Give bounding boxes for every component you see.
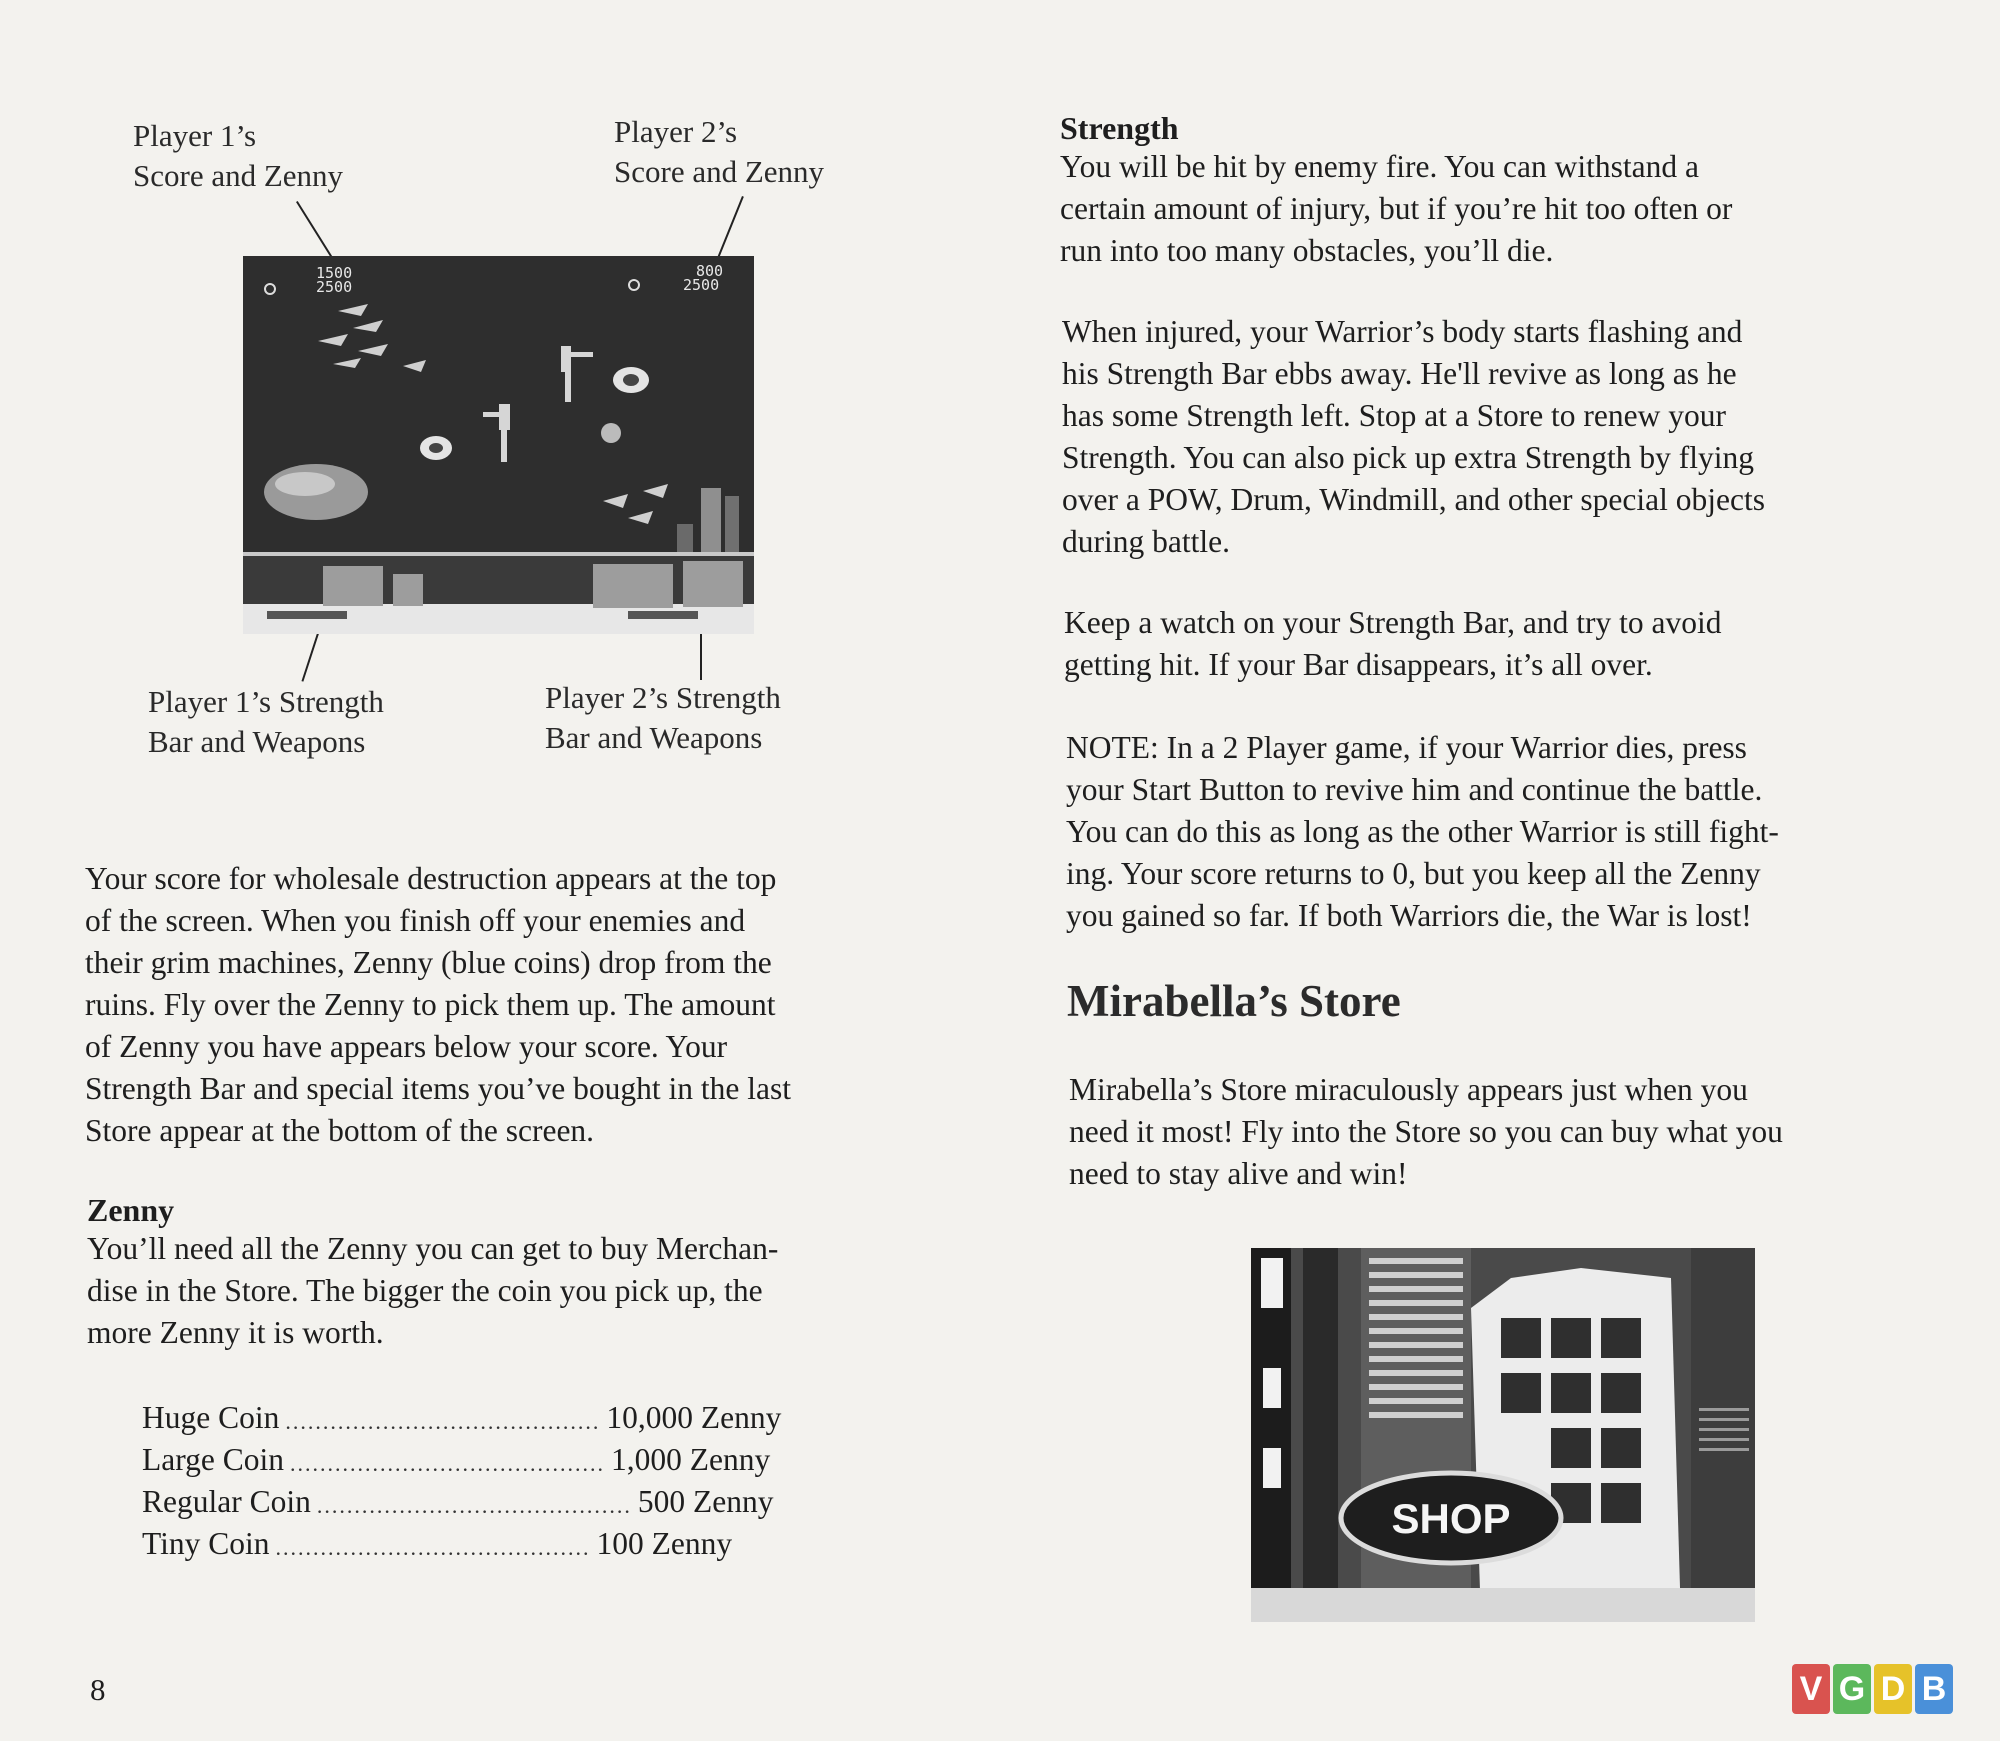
- hud-p1-zenny: 2500: [316, 278, 353, 296]
- callout-player1-strength: [148, 682, 384, 762]
- hud-p2-score: 800: [696, 262, 724, 280]
- gameplay-scene: [243, 256, 754, 634]
- zenny-paragraph: [87, 1228, 947, 1354]
- coin-value: 1,000 Zenny: [611, 1442, 771, 1477]
- callout-player1-score: [133, 116, 343, 196]
- store-paragraph: [1069, 1069, 1969, 1195]
- text-line: You can do this as long as the other Warrior is still fight-: [1066, 814, 1779, 849]
- coin-name: Huge Coin: [142, 1400, 280, 1435]
- text-line: Store appear at the bottom of the screen.: [85, 1113, 595, 1148]
- vgdb-letter-b: B: [1915, 1664, 1953, 1714]
- text-line: of Zenny you have appears below your score. Your: [85, 1029, 728, 1064]
- gameplay-screenshot: [243, 256, 754, 634]
- coin-value: 500 Zenny: [637, 1484, 774, 1519]
- text-line: has some Strength left. Stop at a Store to renew your: [1062, 398, 1726, 433]
- vgdb-watermark-logo: [1792, 1664, 1956, 1714]
- callout-player2-score: [614, 112, 824, 192]
- text-line: their grim machines, Zenny (blue coins) drop from the: [85, 945, 772, 980]
- text-line: over a POW, Drum, Windmill, and other special objects: [1062, 482, 1765, 517]
- text-line: your Start Button to revive him and continue the battle.: [1066, 772, 1763, 807]
- strength-paragraph-3: [1064, 602, 1964, 686]
- text-line: Keep a watch on your Strength Bar, and try to avoid: [1064, 605, 1722, 640]
- coin-name: Tiny Coin: [142, 1526, 270, 1561]
- vgdb-letter-v: V: [1792, 1664, 1830, 1714]
- callout-player2-strength: [545, 678, 781, 758]
- dot-leader: ..........................................: [316, 1493, 632, 1518]
- text-line: getting hit. If your Bar disappears, it’s all over.: [1064, 647, 1653, 682]
- text-line: Strength Bar and special items you’ve bought in the last: [85, 1071, 791, 1106]
- store-screenshot: [1251, 1248, 1755, 1622]
- text-line: ing. Your score returns to 0, but you keep all the Zenny: [1066, 856, 1761, 891]
- leader-line: [296, 201, 335, 261]
- coin-row: [142, 1397, 782, 1439]
- dot-leader: ..........................................: [275, 1535, 591, 1560]
- callout-line: Score and Zenny: [133, 158, 344, 193]
- text-line: Mirabella’s Store miraculously appears just when you: [1069, 1072, 1748, 1107]
- text-line: you gained so far. If both Warriors die, the War is lost!: [1066, 898, 1752, 933]
- player1-strength-bar: [267, 611, 347, 619]
- store-heading: Mirabella’s Store: [1067, 976, 1401, 1026]
- coin-name: Large Coin: [142, 1442, 285, 1477]
- callout-line: Player 1’s: [133, 118, 257, 153]
- player2-strength-bar: [628, 611, 698, 619]
- coin-value: 10,000 Zenny: [606, 1400, 782, 1435]
- text-line: run into too many obstacles, you’ll die.: [1060, 233, 1554, 268]
- text-line: of the screen. When you finish off your enemies and: [85, 903, 746, 938]
- dot-leader: ..........................................: [290, 1451, 606, 1476]
- coin-name: Regular Coin: [142, 1484, 311, 1519]
- dot-leader: ..........................................: [285, 1409, 601, 1434]
- text-line: dise in the Store. The bigger the coin you pick up, the: [87, 1273, 763, 1308]
- hud-p1-score: 1500: [316, 264, 353, 282]
- callout-line: Score and Zenny: [614, 154, 825, 189]
- text-line: need to stay alive and win!: [1069, 1156, 1408, 1191]
- coin-row: [142, 1523, 733, 1565]
- strength-paragraph-1: [1060, 146, 1960, 272]
- coin-row: [142, 1481, 774, 1523]
- text-line: Your score for wholesale destruction appears at the top: [85, 861, 777, 896]
- callout-line: Bar and Weapons: [148, 724, 366, 759]
- strength-paragraph-2: [1062, 311, 1962, 563]
- text-line: When injured, your Warrior’s body starts flashing and: [1062, 314, 1743, 349]
- callout-line: Player 1’s Strength: [148, 684, 384, 719]
- score-paragraph: [85, 858, 945, 1152]
- coin-value: 100 Zenny: [596, 1526, 733, 1561]
- text-line: Strength. You can also pick up extra Strength by flying: [1062, 440, 1755, 475]
- callout-line: Player 2’s Strength: [545, 680, 781, 715]
- text-line: NOTE: In a 2 Player game, if your Warrior dies, press: [1066, 730, 1747, 765]
- text-line: You will be hit by enemy fire. You can withstand a: [1060, 149, 1699, 184]
- strength-heading: Strength: [1060, 110, 1179, 146]
- text-line: his Strength Bar ebbs away. He'll revive as long as he: [1062, 356, 1737, 391]
- callout-line: Bar and Weapons: [545, 720, 763, 755]
- coin-value-table: [142, 1397, 782, 1565]
- text-line: more Zenny it is worth.: [87, 1315, 384, 1350]
- zenny-heading: Zenny: [87, 1192, 175, 1228]
- shop-sign-text: SHOP: [1391, 1495, 1511, 1542]
- vgdb-letter-g: G: [1833, 1664, 1871, 1714]
- page-number: 8: [90, 1672, 106, 1707]
- note-paragraph: [1066, 727, 1976, 937]
- callout-line: Player 2’s: [614, 114, 738, 149]
- store-scene: [1251, 1248, 1755, 1622]
- vgdb-letter-d: D: [1874, 1664, 1912, 1714]
- text-line: You’ll need all the Zenny you can get to buy Merchan-: [87, 1231, 779, 1266]
- leader-line: [715, 196, 744, 264]
- hud-p2-zenny: 2500: [683, 276, 720, 294]
- text-line: certain amount of injury, but if you’re hit too often or: [1060, 191, 1733, 226]
- text-line: need it most! Fly into the Store so you can buy what you: [1069, 1114, 1783, 1149]
- text-line: ruins. Fly over the Zenny to pick them up. The amount: [85, 987, 776, 1022]
- coin-row: [142, 1439, 771, 1481]
- text-line: during battle.: [1062, 524, 1230, 559]
